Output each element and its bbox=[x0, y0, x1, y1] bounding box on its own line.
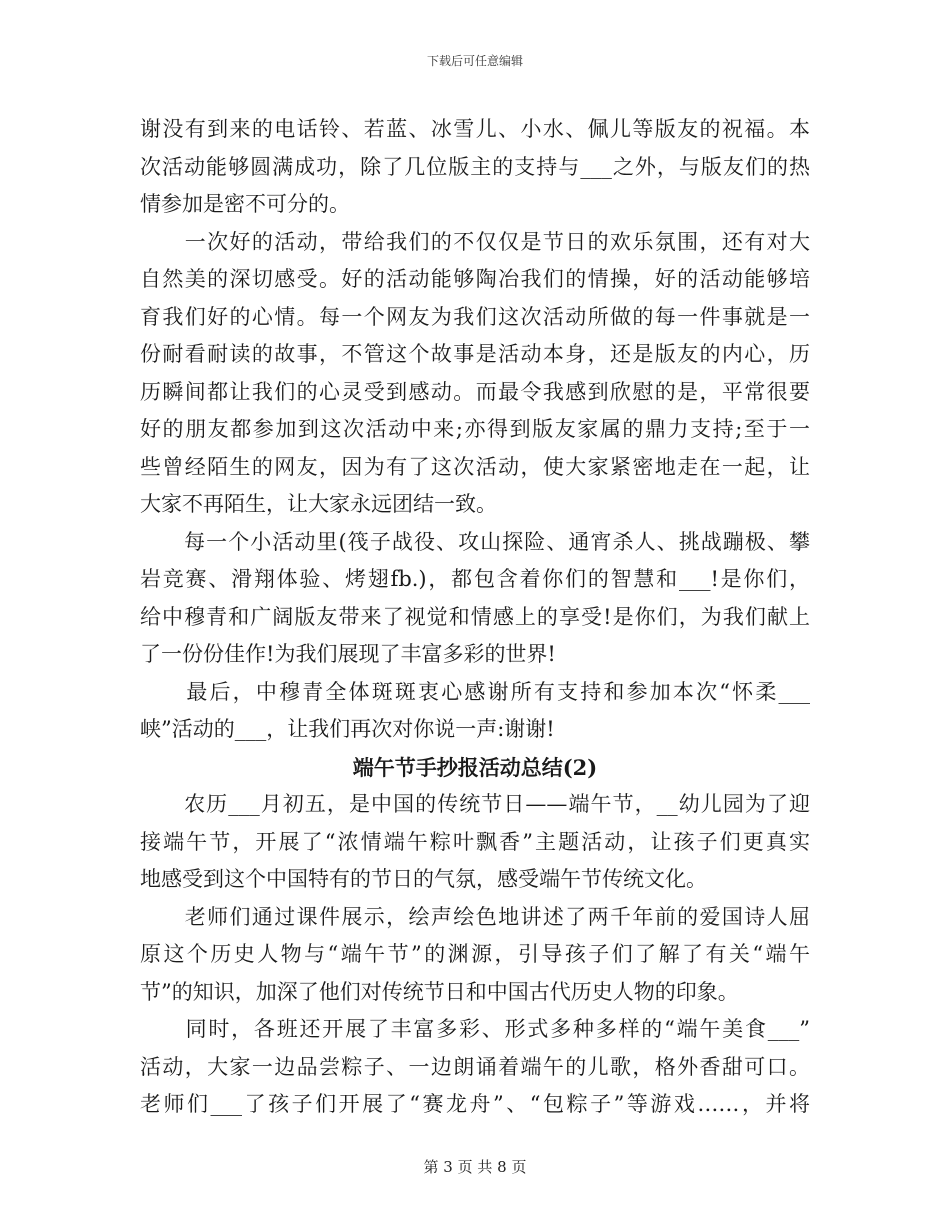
text-line: 给中穆青和广阔版友带来了视觉和情感上的享受!是你们，为我们献上 bbox=[140, 604, 810, 629]
text-line: 大家不再陌生，让大家永远团结一致。 bbox=[140, 492, 497, 516]
text-line: 次活动能够圆满成功，除了几位版主的支持与___之外，与版友们的热 bbox=[140, 154, 810, 179]
text-line: 同时，各班还开展了丰富多彩、形式多种多样的“端午美食___” bbox=[140, 1017, 810, 1041]
text-line: 接端午节，开展了“浓情端午粽叶飘香”主题活动，让孩子们更真实 bbox=[140, 829, 810, 854]
text-line: 农历___月初五，是中国的传统节日——端午节，__幼儿园为了迎 bbox=[140, 792, 810, 816]
text-line: 育我们好的心情。每一个网友为我们这次活动所做的每一件事就是一 bbox=[140, 304, 810, 329]
text-line: 老师们通过课件展示，绘声绘色地讲述了两千年前的爱国诗人屈 bbox=[140, 904, 810, 929]
text-line: 些曾经陌生的网友，因为有了这次活动，使大家紧密地走在一起，让 bbox=[140, 454, 810, 479]
text-line: 自然美的深切感受。好的活动能够陶冶我们的情操，好的活动能够培 bbox=[140, 267, 810, 291]
text-line: 好的朋友都参加到这次活动中来;亦得到版友家属的鼎力支持;至于一 bbox=[140, 417, 810, 441]
text-line: 节”的知识，加深了他们对传统节日和中国古代历史人物的印象。 bbox=[140, 979, 739, 1004]
text-line: 每一个小活动里(筏子战役、攻山探险、通宵杀人、挑战蹦极、攀 bbox=[140, 529, 810, 554]
text-line: 活动，大家一边品尝粽子、一边朗诵着端午的儿歌，格外香甜可口。 bbox=[140, 1054, 810, 1079]
text-line: 一次好的活动，带给我们的不仅仅是节日的欢乐氛围，还有对大 bbox=[140, 229, 810, 254]
text-line: 原这个历史人物与“端午节”的渊源，引导孩子们了解了有关“端午 bbox=[140, 942, 810, 966]
text-line: 谢没有到来的电话铃、若蓝、冰雪儿、小水、佩儿等版友的祝福。本 bbox=[140, 117, 810, 141]
text-line: 峡”活动的___，让我们再次对你说一声:谢谢! bbox=[140, 717, 555, 741]
page-footer: 第 3 页 共 8 页 bbox=[423, 1158, 527, 1176]
text-line: 最后，中穆青全体斑斑衷心感谢所有支持和参加本次“怀柔___ bbox=[140, 679, 810, 704]
text-line: 地感受到这个中国特有的节日的气氛，感受端午节传统文化。 bbox=[140, 867, 707, 891]
text-line: 岩竞赛、滑翔体验、烤翅fb.)，都包含着你们的智慧和___!是你们， bbox=[140, 567, 810, 591]
document-body bbox=[140, 111, 810, 1124]
text-line: 了一份份佳作!为我们展现了丰富多彩的世界! bbox=[140, 642, 556, 666]
page-header: 下载后可任意编辑 bbox=[426, 54, 523, 68]
text-line: 份耐看耐读的故事，不管这个故事是活动本身，还是版友的内心，历 bbox=[140, 342, 810, 366]
text-line: 老师们___了孩子们开展了“赛龙舟”、“包粽子”等游戏……，并将 bbox=[140, 1092, 810, 1116]
section-heading: 端午节手抄报活动总结(2) bbox=[352, 754, 598, 780]
text-line: 历瞬间都让我们的心灵受到感动。而最令我感到欣慰的是，平常很要 bbox=[140, 379, 810, 404]
text-line: 情参加是密不可分的。 bbox=[140, 192, 350, 216]
